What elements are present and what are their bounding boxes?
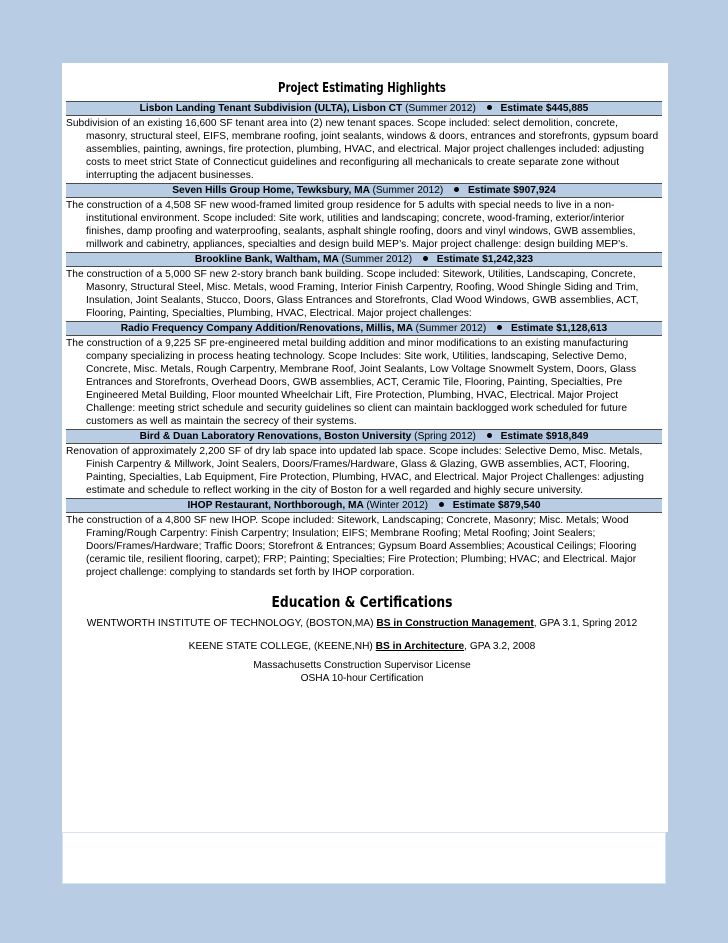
project-entry	[62, 321, 662, 428]
project-header	[66, 101, 662, 116]
project-entry	[62, 252, 662, 320]
project-estimate: Estimate $1,128,613	[510, 323, 608, 334]
project-season: (Winter 2012)	[366, 500, 429, 511]
certification: OSHA 10-hour Certification	[300, 673, 424, 684]
project-estimate: Estimate $1,242,323	[436, 254, 534, 265]
page-bottom-strip	[62, 832, 666, 884]
spacer	[62, 630, 662, 640]
project-season: (Summer 2012)	[372, 185, 444, 196]
project-estimate: Estimate $918,849	[500, 431, 589, 442]
bullet-icon	[439, 502, 444, 507]
project-season: (Summer 2012)	[415, 323, 487, 334]
project-name: Brookline Bank, Waltham, MA	[194, 254, 339, 265]
project-description: The construction of a 5,000 SF new 2-story branch bank building. Scope included: Sitework, Utilities, Landscaping, Concrete, Masonry, Structural Steel, Misc. Metals, wood Framing, Interior Finish Carpentry, Roofing, Wood Shingle Siding and Trim, Insulation, Joint Sealants, Stucco, Doors, Glass Entrances and Storefronts, Clad Wood Windows, GWB assemblies, ACT, Flooring, Painting, Specialties, Plumbing, HVAC, Electrical. Major project challenges:	[66, 269, 639, 319]
project-season: (Spring 2012)	[414, 431, 476, 442]
project-description: Subdivision of an existing 16,600 SF tenant area into (2) new tenant spaces. Scope included: select demolition, concrete, masonry, structural steel, EIFS, membrane roofing, joint sealants, windows & doors, entrances and storefronts, gypsum board assemblies, painting, awnings, fire protection, plumbing, HVAC, and electrical. Major project challenges included: adjusting costs to meet strict State of Connecticut guidelines and reconfiguring all mechanicals to create separate zone without interrupting the adjacent businesses.	[66, 118, 659, 181]
project-description: The construction of a 9,225 SF pre-engineered metal building addition and minor modifications to an existing manufacturing company specializing in process heating technology. Scope Includes: Site work, Utilities, landscaping, Selective Demo, Concrete, Misc. Metals, Rough Carpentry, Membrane Roof, Joint Sealants, Low Voltage Snowmelt System, Doors, Glass Entrances and Storefronts, Overhead Doors, GWB assemblies, ACT, Ceramic Tile, Flooring, Painting, Specialties, Pre Engineered Metal Building, Floor mounted Wheelchair Lift, Fire Protection, Plumbing, HVAC, Electrical. Major Project Challenge: meeting strict schedule and security guidelines so client can maintain backlogged work scheduled for future customers as well as maintain the secrecy of their systems.	[66, 338, 637, 427]
school-name: WENTWORTH INSTITUTE OF TECHNOLOGY, (BOSTON,MA)	[86, 618, 374, 629]
project-season: (Summer 2012)	[341, 254, 413, 265]
project-name: IHOP Restaurant, Northborough, MA	[187, 500, 364, 511]
project-name: Radio Frequency Company Addition/Renovations, Millis, MA	[120, 323, 413, 334]
project-header	[66, 429, 662, 444]
project-description: The construction of a 4,800 SF new IHOP. Scope included: Sitework, Landscaping; Concrete, Masonry; Misc. Metals; Wood Framing/Rough Carpentry: Finish Carpentry; Insulation; EIFS; Membrane Roofing; Metal Roofing; Joint Sealers; Doors/Frames/Hardware; Traffic Doors; Storefront & Entrances; Gypsum Board Assemblies; Acoustical Ceilings; Flooring (ceramic tile, resilient flooring, carpet); FRP; Painting; Specialties; Fire Protection; Plumbing; HVAC; and Electrical. Major project challenge: complying to standards set forth by IHOP corporation.	[66, 515, 637, 578]
education-entry	[62, 640, 662, 653]
project-header	[66, 183, 662, 198]
project-season: (Summer 2012)	[405, 103, 476, 114]
project-header	[66, 321, 662, 336]
project-description: The construction of a 4,508 SF new wood-framed limited group residence for 5 adults with special needs to live in a non-institutional environment. Scope included: Site work, utilities and landscaping; concrete, wood-framing, exterior/interior finishes, damp proofing and waterproofing, sealants, asphalt shingle roofing, doors and vinyl windows, GWB assemblies, millwork and cabinetry, appliances, specialties and design build MEP’s. Major project challenge: design building MEP’s.	[66, 200, 636, 250]
resume-page	[62, 63, 668, 832]
project-description: Renovation of approximately 2,200 SF of dry lab space into updated lab space. Scope includes: Selective Demo, Misc. Metals, Finish Carpentry & Millwork, Joint Sealers, Doors/Frames/Hardware, Glass & Glazing, GWB assemblies, ACT, Flooring, Painting, Specialties, Lab Equipment, Fire Protection, Plumbing, HVAC, and Electrical. Major Project Challenges: adjusting estimate and schedule to reflect working in the city of Boston for a well regarded and highly secure university.	[66, 446, 645, 496]
bullet-icon	[487, 433, 492, 438]
project-name: Bird & Duan Laboratory Renovations, Boston University	[139, 431, 412, 442]
bullet-icon	[454, 187, 459, 192]
section-title-projects: Project Estimating Highlights	[278, 81, 446, 96]
bullet-icon	[423, 256, 428, 261]
degree-name: BS in Construction Management	[376, 618, 534, 629]
degree-details: , GPA 3.1, Spring 2012	[533, 618, 638, 629]
project-name: Seven Hills Group Home, Tewksbury, MA	[172, 185, 370, 196]
project-estimate: Estimate $907,924	[467, 185, 556, 196]
degree-name: BS in Architecture	[375, 641, 465, 652]
project-name: Lisbon Landing Tenant Subdivision (ULTA), Lisbon CT	[139, 103, 403, 114]
project-entry	[62, 429, 662, 497]
project-estimate: Estimate $445,885	[500, 103, 589, 114]
project-header	[66, 498, 662, 513]
section-title-education: Education & Certifications	[271, 593, 453, 611]
degree-details: , GPA 3.2, 2008	[464, 641, 536, 652]
certification: Massachusetts Construction Supervisor License	[253, 660, 471, 671]
project-entry	[62, 183, 662, 251]
school-name: KEENE STATE COLLEGE, (KEENE,NH)	[188, 641, 373, 652]
project-entry	[62, 101, 662, 182]
bullet-icon	[497, 325, 502, 330]
bullet-icon	[487, 105, 492, 110]
education-entry	[62, 617, 662, 630]
project-entry	[62, 498, 662, 579]
project-header	[66, 252, 662, 267]
project-estimate: Estimate $879,540	[452, 500, 541, 511]
resume-content	[62, 81, 662, 685]
